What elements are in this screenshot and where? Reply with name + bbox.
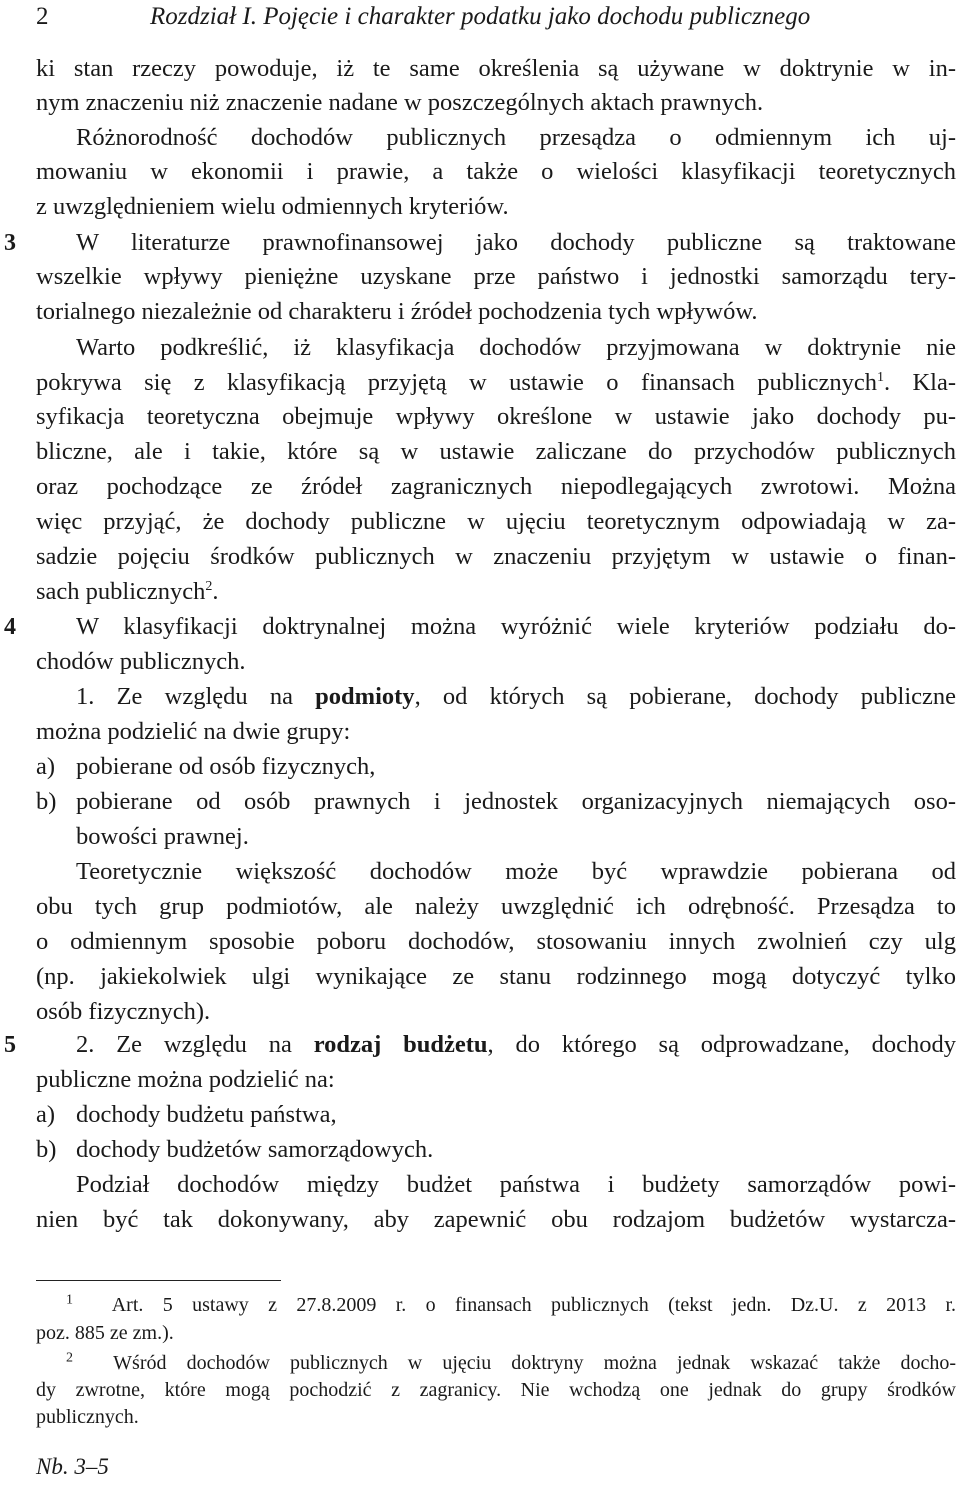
text-line: sadzie pojęciu środków publicznych w znaczeniu przyjętym w ustawie o finan- (36, 543, 956, 570)
footnote-separator (36, 1280, 281, 1281)
list-item: pobierane od osób fizycznych, (76, 753, 376, 780)
text-line: publiczne można podzielić na: (36, 1066, 335, 1093)
footnote-marker: 1 (66, 1292, 73, 1308)
text-line: nym znaczeniu niż znaczenie nadane w poszczególnych aktach prawnych. (36, 89, 764, 116)
text-line: obu tych grup podmiotów, ale należy uwzględnić ich odrębność. Przesądza to (36, 893, 956, 920)
text-line: bliczne, ale i takie, które są w ustawie zaliczane do przychodów publicznych (36, 438, 956, 465)
bold-term: rodzaj budżetu (313, 1031, 488, 1058)
running-title: Rozdział I. Pojęcie i charakter podatku jako dochodu publicznego (150, 3, 811, 30)
list-marker: b) (36, 788, 57, 815)
text-segment: , od których są pobierane, dochody publiczne (414, 683, 956, 710)
footnote-text: Wśród dochodów publicznych w ujęciu doktryny można jednak wskazać także docho- (113, 1352, 956, 1374)
list-item: pobierane od osób prawnych i jednostek organizacyjnych niemających oso- (76, 788, 956, 815)
bold-term: podmioty (315, 683, 415, 710)
text-segment: . (212, 578, 219, 605)
text-segment: pokrywa się z klasyfikacją przyjętą w ustawie o finansach publicznych (36, 369, 877, 396)
text-line: Podział dochodów między budżet państwa i budżety samorządów powi- (76, 1171, 956, 1198)
text-line: (np. jakiekolwiek ulgi wynikające ze stanu rodzinnego mogą dotyczyć tylko (36, 963, 956, 990)
text-segment: , do którego są odprowadzane, dochody (487, 1031, 956, 1058)
footnote-marker: 2 (66, 1350, 73, 1366)
list-marker: a) (36, 753, 56, 780)
text-line: torialnego niezależnie od charakteru i źródeł pochodzenia tych wpływów. (36, 298, 758, 325)
text-segment: sach publicznych (36, 578, 206, 605)
text-line (76, 680, 956, 714)
footnote-ref: 2 (205, 578, 213, 594)
margin-number: 3 (4, 230, 16, 256)
text-line: syfikacja teoretyczna obejmuje wpływy określone w ustawie jako dochody pu- (36, 403, 956, 430)
margin-number: 4 (4, 614, 16, 640)
text-line: oraz pochodzące ze źródeł zagranicznych niepodlegających zwrotowi. Można (36, 473, 956, 500)
text-line: Warto podkreślić, iż klasyfikacja dochodów przyjmowana w doktrynie nie (76, 334, 956, 361)
footnote-line: poz. 885 ze zm.). (36, 1322, 174, 1344)
footnote-line (66, 1350, 956, 1377)
text-line: Teoretycznie większość dochodów może być wprawdzie pobierana od (76, 858, 956, 885)
text-line (76, 1028, 956, 1062)
text-line: osób fizycznych). (36, 998, 211, 1025)
text-line: wszelkie wpływy pieniężne uzyskane prze państwo i jednostki samorządu tery- (36, 263, 956, 290)
text-line: można podzielić na dwie grupy: (36, 718, 351, 745)
text-line (36, 575, 956, 609)
text-line: więc przyjąć, że dochody publiczne w ujęciu teoretycznym odpowiadają w za- (36, 508, 956, 535)
list-marker: b) (36, 1136, 57, 1163)
list-item: dochody budżetów samorządowych. (76, 1136, 434, 1163)
text-line: W literaturze prawnofinansowej jako dochody publiczne są traktowane (76, 229, 956, 256)
footnote-line: publicznych. (36, 1406, 139, 1428)
text-segment: 2. Ze względu na (76, 1031, 314, 1058)
text-line: chodów publicznych. (36, 648, 246, 675)
list-marker: a) (36, 1101, 56, 1128)
footnote-line (66, 1292, 956, 1319)
page-footer: Nb. 3–5 (36, 1454, 109, 1479)
text-line: o odmiennym sposobie poboru dochodów, stosowaniu innych zwolnień czy ulg (36, 928, 956, 955)
text-line: nien być tak dokonywany, aby zapewnić obu rodzajom budżetów wystarcza- (36, 1206, 956, 1233)
text-line: mowaniu w ekonomii i prawie, a także o wielości klasyfikacji teoretycznych (36, 158, 956, 185)
footnote-ref: 1 (876, 369, 884, 385)
text-line: W klasyfikacji doktrynalnej można wyróżnić wiele kryteriów podziału do- (76, 613, 956, 640)
text-line: Różnorodność dochodów publicznych przesądza o odmiennym ich uj- (76, 124, 956, 151)
list-item-continuation: bowości prawnej. (76, 823, 249, 850)
margin-number: 5 (4, 1032, 16, 1058)
text-segment: . Kla- (883, 369, 956, 396)
list-item: dochody budżetu państwa, (76, 1101, 337, 1128)
text-line: z uwzględnieniem wielu odmiennych kryteriów. (36, 193, 509, 220)
text-line: ki stan rzeczy powoduje, iż te same określenia są używane w doktrynie w in- (36, 55, 956, 82)
text-segment: 1. Ze względu na (76, 683, 316, 710)
footnote-text: Art. 5 ustawy z 27.8.2009 r. o finansach publicznych (tekst jedn. Dz.U. z 2013 r. (111, 1294, 956, 1316)
footnote-line: dy zwrotne, które mogą pochodzić z zagranicy. Nie wchodzą one jednak do grupy środków (36, 1379, 956, 1401)
text-line (36, 366, 956, 400)
page-number: 2 (36, 3, 49, 30)
